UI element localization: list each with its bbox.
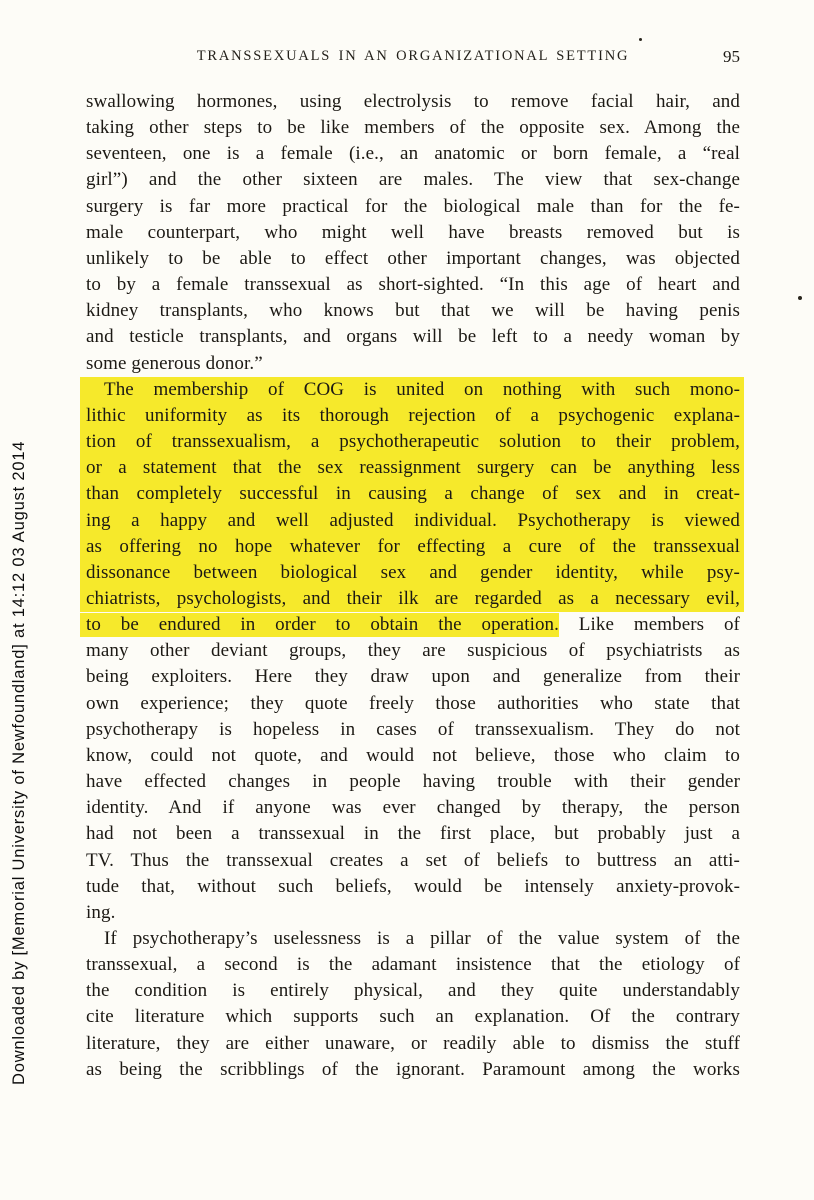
body-text: cite literature which supports such an explanation. Of the contrary bbox=[86, 1006, 740, 1028]
body-text: male counterpart, who might well have breasts removed but is bbox=[86, 221, 740, 243]
body-text: kidney transplants, who knows but that we will be having penis bbox=[86, 300, 740, 322]
body-text: Like members of bbox=[559, 614, 740, 636]
highlighted-text: to be endured in order to obtain the operation. bbox=[80, 613, 559, 637]
text-line bbox=[86, 926, 740, 952]
text-line bbox=[80, 586, 744, 612]
text-line bbox=[86, 795, 740, 821]
text-line bbox=[86, 324, 740, 350]
text-line bbox=[86, 612, 740, 638]
text-line bbox=[86, 115, 740, 141]
text-line bbox=[80, 403, 744, 429]
body-text: lithic uniformity as its thorough rejection of a psychogenic explana- bbox=[86, 404, 740, 426]
text-line bbox=[86, 351, 740, 377]
text-line bbox=[86, 638, 740, 664]
text-line bbox=[86, 978, 740, 1004]
text-line bbox=[86, 821, 740, 847]
text-line bbox=[86, 743, 740, 769]
running-head-title: TRANSSEXUALS IN AN ORGANIZATIONAL SETTING bbox=[196, 48, 630, 64]
body-text: as offering no hope whatever for effecting a cure of the transsexual bbox=[86, 535, 740, 557]
body-text: many other deviant groups, they are suspicious of psychiatrists as bbox=[86, 640, 740, 662]
body-text: being exploiters. Here they draw upon and generalize from their bbox=[86, 666, 740, 688]
body-text: ing. bbox=[86, 901, 116, 923]
text-line bbox=[86, 664, 740, 690]
text-line bbox=[86, 900, 740, 926]
body-text: TV. Thus the transsexual creates a set of beliefs to buttress an atti- bbox=[86, 849, 740, 871]
text-line bbox=[86, 1031, 740, 1057]
text-line bbox=[86, 298, 740, 324]
text-line bbox=[86, 272, 740, 298]
body-text: to by a female transsexual as short-sighted. “In this age of heart and bbox=[86, 274, 740, 296]
page-header bbox=[86, 48, 740, 70]
body-text: as being the scribblings of the ignorant. Paramount among the works bbox=[86, 1058, 740, 1080]
body-text: had not been a transsexual in the first place, but probably just a bbox=[86, 823, 740, 845]
text-line bbox=[86, 874, 740, 900]
body-text: identity. And if anyone was ever changed by therapy, the person bbox=[86, 797, 740, 819]
body-text: chiatrists, psychologists, and their ilk are regarded as a necessary evil, bbox=[86, 587, 740, 609]
body-text: surgery is far more practical for the biological male than for the fe- bbox=[86, 195, 740, 217]
text-line bbox=[86, 1057, 740, 1083]
scan-artifact-dot bbox=[798, 296, 802, 300]
body-text: dissonance between biological sex and gender identity, while psy- bbox=[86, 561, 740, 583]
text-line bbox=[86, 141, 740, 167]
body-text: literature, they are either unaware, or readily able to dismiss the stuff bbox=[86, 1032, 740, 1054]
text-line bbox=[80, 377, 744, 403]
body-text: and testicle transplants, and organs will be left to a needy woman by bbox=[86, 326, 740, 348]
text-line bbox=[80, 429, 744, 455]
text-line bbox=[86, 167, 740, 193]
body-text: seventeen, one is a female (i.e., an anatomic or born female, a “real bbox=[86, 143, 740, 165]
body-text: tion of transsexualism, a psychotherapeutic solution to their problem, bbox=[86, 431, 740, 453]
body-text: transsexual, a second is the adamant insistence that the etiology of bbox=[86, 954, 740, 976]
body-text: or a statement that the sex reassignment surgery can be anything less bbox=[86, 457, 740, 479]
text-line bbox=[86, 246, 740, 272]
body-text: taking other steps to be like members of the opposite sex. Among the bbox=[86, 117, 740, 139]
body-text: swallowing hormones, using electrolysis to remove facial hair, and bbox=[86, 91, 740, 112]
body-text: The membership of COG is united on nothing with such mono- bbox=[104, 378, 740, 400]
body-text: tude that, without such beliefs, would be intensely anxiety-provok- bbox=[86, 875, 740, 897]
text-line bbox=[86, 848, 740, 874]
body-text: ing a happy and well adjusted individual. Psychotherapy is viewed bbox=[86, 509, 740, 531]
body-text: If psychotherapy’s uselessness is a pillar of the value system of the bbox=[104, 928, 740, 949]
body-text: unlikely to be able to effect other important changes, was objected bbox=[86, 247, 740, 269]
text-line bbox=[86, 89, 740, 115]
body-text: psychotherapy is hopeless in cases of transsexualism. They do not bbox=[86, 718, 740, 740]
body-text: the condition is entirely physical, and they quite understandably bbox=[86, 980, 740, 1002]
body-text: have effected changes in people having trouble with their gender bbox=[86, 771, 740, 793]
text-line bbox=[80, 455, 744, 481]
text-line bbox=[86, 1004, 740, 1030]
watermark-download-notice: Downloaded by [Memorial University of Newfoundland] at 14:12 03 August 2014 bbox=[10, 440, 28, 1085]
text-line bbox=[86, 769, 740, 795]
text-line bbox=[80, 534, 744, 560]
text-line bbox=[86, 952, 740, 978]
text-line bbox=[80, 560, 744, 586]
scan-artifact-dot bbox=[639, 38, 642, 41]
body-text: girl”) and the other sixteen are males. The view that sex-change bbox=[86, 169, 740, 191]
text-block bbox=[86, 89, 740, 1083]
text-line bbox=[80, 508, 744, 534]
body-text: know, could not quote, and would not believe, those who claim to bbox=[86, 744, 740, 766]
body-text: some generous donor.” bbox=[86, 352, 263, 374]
page-number: 95 bbox=[723, 47, 740, 66]
text-line bbox=[86, 220, 740, 246]
body-text: than completely successful in causing a change of sex and in creat- bbox=[86, 483, 740, 505]
text-line bbox=[86, 194, 740, 220]
text-line bbox=[86, 717, 740, 743]
body-text: own experience; they quote freely those authorities who state that bbox=[86, 692, 740, 714]
text-line bbox=[86, 691, 740, 717]
text-line bbox=[80, 481, 744, 507]
